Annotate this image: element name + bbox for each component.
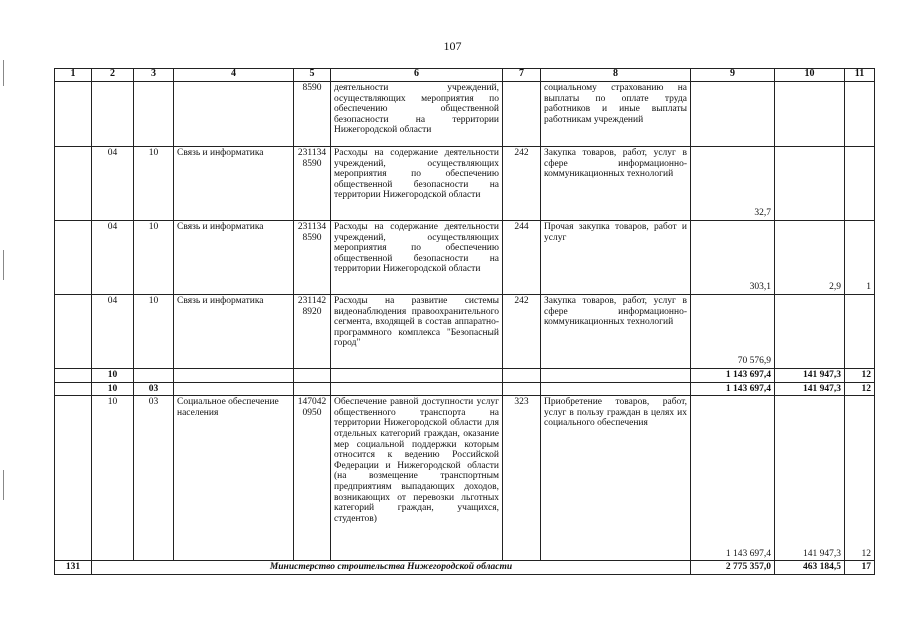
- cell-code: 231142 8920: [294, 295, 331, 369]
- cell-amount: 2,9: [775, 221, 845, 295]
- cell-amount: 2 775 357,0: [691, 561, 775, 575]
- cell-code: 147042 0950: [294, 396, 331, 561]
- cell-amount: 141 947,3: [775, 382, 845, 396]
- cell-type-code: 242: [503, 295, 541, 369]
- cell: [55, 396, 92, 561]
- cell-section: 10: [92, 382, 134, 396]
- cell-amount: 141 947,3: [775, 369, 845, 383]
- cell: [55, 369, 92, 383]
- cell-type-code: 242: [503, 147, 541, 221]
- page-number: 107: [443, 39, 462, 53]
- cell-description: деятельности учреждений, осуществляющих мероприятия по обеспечению общественной безопасности на территории Нижегородской области: [331, 82, 503, 147]
- cell: [92, 82, 134, 147]
- cell: [845, 82, 875, 147]
- col-header: 2: [92, 69, 134, 82]
- cell-count: 12: [845, 382, 875, 396]
- cell-expense-type: Закупка товаров, работ, услуг в сфере информационно-коммуникационных технологий: [541, 147, 691, 221]
- cell-expense-type: социальному страхованию на выплаты по оплате труда работников и иные выплаты работникам учреждений: [541, 82, 691, 147]
- table-row: [55, 221, 875, 295]
- cell-code: 8590: [294, 82, 331, 147]
- col-header: 10: [775, 69, 845, 82]
- cell: [134, 82, 174, 147]
- budget-table: [54, 68, 875, 575]
- cell-count: 17: [845, 561, 875, 575]
- cell-amount: 1 143 697,4: [691, 382, 775, 396]
- cell-subsection: 03: [134, 396, 174, 561]
- cell: [55, 82, 92, 147]
- cell: [55, 221, 92, 295]
- table-row: [55, 396, 875, 561]
- cell-amount: 1 143 697,4: [691, 396, 775, 561]
- cell: [691, 82, 775, 147]
- subtotal-row: [55, 369, 875, 383]
- scan-mark: [3, 470, 4, 500]
- cell-amount: 1 143 697,4: [691, 369, 775, 383]
- cell-number: 131: [55, 561, 92, 575]
- cell: [775, 82, 845, 147]
- cell: [503, 369, 541, 383]
- cell: [174, 369, 294, 383]
- col-header: 4: [174, 69, 294, 82]
- cell-description: Расходы на содержание деятельности учреждений, осуществляющих мероприятия по обеспечению общественной безопасности на территории Нижегородской области: [331, 147, 503, 221]
- cell-description: Обеспечение равной доступности услуг общественного транспорта на территории Нижегородской области для отдельных категорий граждан, оказание мер социальной поддержки которым относится к ведению Российской Федерации и Нижегородской области (на возмещение транспортным предприятиям выпадающих доходов, возникающих от перевозки льготных категорий граждан, учащихся, студентов): [331, 396, 503, 561]
- cell-name: Связь и информатика: [174, 147, 294, 221]
- col-header: 8: [541, 69, 691, 82]
- cell: [55, 295, 92, 369]
- cell-type-code: 244: [503, 221, 541, 295]
- ministry-title: Министерство строительства Нижегородской области: [92, 561, 691, 575]
- cell-section: 04: [92, 147, 134, 221]
- header-row: [55, 69, 875, 82]
- scan-mark: [3, 60, 4, 86]
- cell-count: 12: [845, 396, 875, 561]
- cell: [541, 382, 691, 396]
- cell-description: Расходы на развитие системы видеонаблюдения правоохранительного сегмента, входящей в состав аппаратно-программного комплекса "Безопасный город": [331, 295, 503, 369]
- cell-amount: 303,1: [691, 221, 775, 295]
- col-header: 11: [845, 69, 875, 82]
- cell-amount: [775, 147, 845, 221]
- cell-expense-type: Приобретение товаров, работ, услуг в пользу граждан в целях их социального обеспечения: [541, 396, 691, 561]
- col-header: 3: [134, 69, 174, 82]
- cell-code: 231134 8590: [294, 147, 331, 221]
- cell-amount: 141 947,3: [775, 396, 845, 561]
- cell-type-code: 323: [503, 396, 541, 561]
- cell: [331, 369, 503, 383]
- cell: [294, 369, 331, 383]
- cell-expense-type: Прочая закупка товаров, работ и услуг: [541, 221, 691, 295]
- cell-description: Расходы на содержание деятельности учреждений, осуществляющих мероприятия по обеспечению общественной безопасности на территории Нижегородской области: [331, 221, 503, 295]
- cell-amount: [775, 295, 845, 369]
- col-header: 9: [691, 69, 775, 82]
- cell: [174, 82, 294, 147]
- cell: [134, 369, 174, 383]
- cell-count: [845, 147, 875, 221]
- cell-subsection: 10: [134, 221, 174, 295]
- scan-mark: [3, 250, 4, 280]
- cell: [503, 82, 541, 147]
- cell: [541, 369, 691, 383]
- cell-subsection: 03: [134, 382, 174, 396]
- cell-amount: 70 576,9: [691, 295, 775, 369]
- table-row: [55, 147, 875, 221]
- col-header: 6: [331, 69, 503, 82]
- cell-section: 04: [92, 295, 134, 369]
- cell-section: 04: [92, 221, 134, 295]
- cell-subsection: 10: [134, 295, 174, 369]
- table-row: [55, 82, 875, 147]
- cell-name: Связь и информатика: [174, 221, 294, 295]
- cell-amount: 32,7: [691, 147, 775, 221]
- cell-count: 1: [845, 221, 875, 295]
- ministry-row: [55, 561, 875, 575]
- cell-expense-type: Закупка товаров, работ, услуг в сфере информационно-коммуникационных технологий: [541, 295, 691, 369]
- table-row: [55, 295, 875, 369]
- cell: [294, 382, 331, 396]
- col-header: 1: [55, 69, 92, 82]
- cell-subsection: 10: [134, 147, 174, 221]
- cell-count: 12: [845, 369, 875, 383]
- cell-count: [845, 295, 875, 369]
- cell-amount: 463 184,5: [775, 561, 845, 575]
- cell: [331, 382, 503, 396]
- col-header: 7: [503, 69, 541, 82]
- cell-code: 231134 8590: [294, 221, 331, 295]
- cell-section: 10: [92, 396, 134, 561]
- cell: [174, 382, 294, 396]
- subtotal-row: [55, 382, 875, 396]
- cell-name: Связь и информатика: [174, 295, 294, 369]
- cell-section: 10: [92, 369, 134, 383]
- cell: [55, 382, 92, 396]
- cell: [55, 147, 92, 221]
- cell-name: Социальное обеспечение населения: [174, 396, 294, 561]
- cell: [503, 382, 541, 396]
- col-header: 5: [294, 69, 331, 82]
